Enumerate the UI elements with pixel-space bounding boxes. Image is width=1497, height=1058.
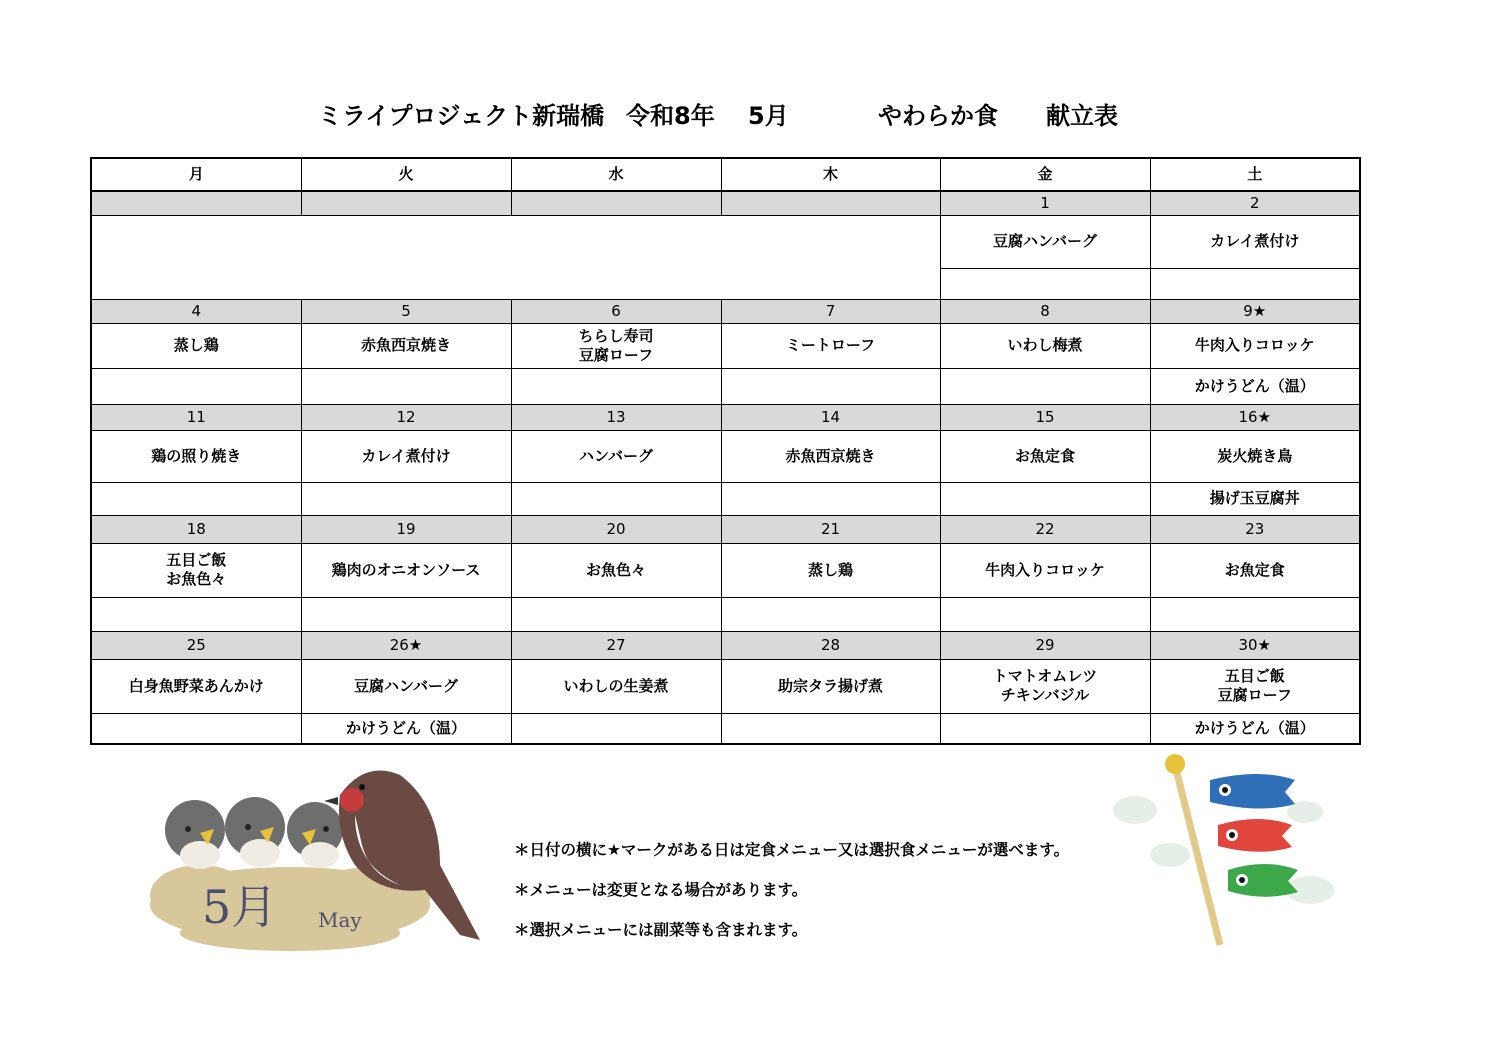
extra-dish xyxy=(940,713,1150,744)
chick-icon xyxy=(287,802,343,868)
month-label: 5月 xyxy=(202,880,278,934)
menu-calendar xyxy=(90,157,1361,745)
main-dish: 五目ご飯 お魚色々 xyxy=(91,543,301,597)
date-cell: 27 xyxy=(511,631,721,659)
weekday-thu: 木 xyxy=(721,158,940,191)
extra-dish xyxy=(721,713,940,744)
date-cell: 26★ xyxy=(301,631,511,659)
extra-dish: かけうどん（温） xyxy=(301,713,511,744)
chick-icon xyxy=(225,797,285,867)
main-dish: お魚定食 xyxy=(1150,543,1360,597)
extra-dish-row xyxy=(91,482,1360,515)
main-dish: 蒸し鶏 xyxy=(721,543,940,597)
document-kind: 献立表 xyxy=(1046,102,1118,130)
extra-dish xyxy=(511,713,721,744)
date-cell: 18 xyxy=(91,515,301,543)
extra-dish xyxy=(301,597,511,631)
blue-carp-icon xyxy=(1210,774,1295,809)
date-cell: 7 xyxy=(721,299,940,323)
era-year: 令和8年 xyxy=(626,102,715,130)
date-cell: 29 xyxy=(940,631,1150,659)
main-dish: 赤魚西京焼き xyxy=(721,430,940,482)
extra-dish xyxy=(301,482,511,515)
weekday-wed: 水 xyxy=(511,158,721,191)
main-dish: 鶏の照り焼き xyxy=(91,430,301,482)
extra-dish xyxy=(940,368,1150,404)
date-cell: 16★ xyxy=(1150,404,1360,430)
date-cell: 19 xyxy=(301,515,511,543)
extra-dish-row xyxy=(91,368,1360,404)
date-cell: 30★ xyxy=(1150,631,1360,659)
extra-dish-row xyxy=(91,713,1360,744)
date-row xyxy=(91,299,1360,323)
main-dish: お魚定食 xyxy=(940,430,1150,482)
extra-dish xyxy=(940,268,1150,299)
weekday-header-row xyxy=(91,158,1360,191)
main-dish: 助宗タラ揚げ煮 xyxy=(721,659,940,713)
meal-type: やわらか食 xyxy=(878,102,998,130)
main-dish: カレイ煮付け xyxy=(1150,215,1360,268)
main-dish: 五目ご飯 豆腐ローフ xyxy=(1150,659,1360,713)
date-row xyxy=(91,191,1360,215)
extra-dish xyxy=(940,482,1150,515)
main-dish: いわし梅煮 xyxy=(940,323,1150,368)
main-dish: いわしの生姜煮 xyxy=(511,659,721,713)
extra-dish xyxy=(511,482,721,515)
cloud-icon xyxy=(1113,796,1334,904)
note-item: ＊日付の横に★マークがある日は定食メニュー又は選択食メニューが選べます。 xyxy=(514,841,1070,859)
date-cell: 6 xyxy=(511,299,721,323)
green-carp-icon xyxy=(1228,864,1298,897)
date-cell: 11 xyxy=(91,404,301,430)
main-dish: 豆腐ハンバーグ xyxy=(940,215,1150,268)
swallow-nest-illustration xyxy=(140,755,490,955)
extra-dish-row xyxy=(91,597,1360,631)
date-cell xyxy=(721,191,940,215)
extra-dish xyxy=(91,597,301,631)
date-cell: 5 xyxy=(301,299,511,323)
extra-dish xyxy=(511,597,721,631)
weekday-mon: 月 xyxy=(91,158,301,191)
main-dish-row xyxy=(91,323,1360,368)
extra-dish xyxy=(301,368,511,404)
extra-dish: かけうどん（温） xyxy=(1150,713,1360,744)
date-cell: 1 xyxy=(940,191,1150,215)
date-cell: 4 xyxy=(91,299,301,323)
notes xyxy=(514,838,1069,958)
main-dish: 蒸し鶏 xyxy=(91,323,301,368)
empty-block xyxy=(91,215,940,299)
chick-icon xyxy=(165,800,225,869)
date-cell: 23 xyxy=(1150,515,1360,543)
extra-dish xyxy=(91,368,301,404)
main-dish: 豆腐ハンバーグ xyxy=(301,659,511,713)
date-cell: 25 xyxy=(91,631,301,659)
extra-dish: かけうどん（温） xyxy=(1150,368,1360,404)
main-dish: 炭火焼き鳥 xyxy=(1150,430,1360,482)
extra-dish xyxy=(721,368,940,404)
facility-name: ミライプロジェクト新瑞橋 xyxy=(318,102,605,130)
date-cell: 2 xyxy=(1150,191,1360,215)
date-cell xyxy=(91,191,301,215)
date-cell: 12 xyxy=(301,404,511,430)
main-dish-row xyxy=(91,659,1360,713)
weekday-fri: 金 xyxy=(940,158,1150,191)
main-dish-row xyxy=(91,430,1360,482)
note-item: ＊メニューは変更となる場合があります。 xyxy=(514,881,808,899)
date-cell: 20 xyxy=(511,515,721,543)
date-cell: 9★ xyxy=(1150,299,1360,323)
main-dish: 白身魚野菜あんかけ xyxy=(91,659,301,713)
extra-dish xyxy=(91,713,301,744)
extra-dish xyxy=(940,597,1150,631)
main-dish: 牛肉入りコロッケ xyxy=(940,543,1150,597)
date-cell: 8 xyxy=(940,299,1150,323)
main-dish: 鶏肉のオニオンソース xyxy=(301,543,511,597)
date-cell: 22 xyxy=(940,515,1150,543)
main-dish: 赤魚西京焼き xyxy=(301,323,511,368)
main-dish: トマトオムレツ チキンバジル xyxy=(940,659,1150,713)
main-dish-row xyxy=(91,215,1360,268)
date-cell: 13 xyxy=(511,404,721,430)
extra-dish xyxy=(721,482,940,515)
extra-dish: 揚げ玉豆腐丼 xyxy=(1150,482,1360,515)
month: 5月 xyxy=(748,102,789,130)
main-dish: ミートローフ xyxy=(721,323,940,368)
date-cell xyxy=(511,191,721,215)
weekday-sat: 土 xyxy=(1150,158,1360,191)
main-dish: 牛肉入りコロッケ xyxy=(1150,323,1360,368)
extra-dish xyxy=(1150,597,1360,631)
weekday-tue: 火 xyxy=(301,158,511,191)
main-dish: カレイ煮付け xyxy=(301,430,511,482)
month-english: May xyxy=(318,908,362,932)
date-row xyxy=(91,404,1360,430)
red-carp-icon xyxy=(1218,819,1292,852)
extra-dish xyxy=(721,597,940,631)
page-title xyxy=(0,96,1497,136)
main-dish: ハンバーグ xyxy=(511,430,721,482)
date-cell: 14 xyxy=(721,404,940,430)
main-dish: お魚色々 xyxy=(511,543,721,597)
date-cell xyxy=(301,191,511,215)
koinobori-illustration xyxy=(1110,750,1340,950)
note-item: ＊選択メニューには副菜等も含まれます。 xyxy=(514,921,808,939)
date-row xyxy=(91,631,1360,659)
date-cell: 15 xyxy=(940,404,1150,430)
main-dish: ちらし寿司 豆腐ローフ xyxy=(511,323,721,368)
date-cell: 21 xyxy=(721,515,940,543)
date-cell: 28 xyxy=(721,631,940,659)
extra-dish xyxy=(1150,268,1360,299)
date-row xyxy=(91,515,1360,543)
extra-dish xyxy=(511,368,721,404)
extra-dish xyxy=(91,482,301,515)
main-dish-row xyxy=(91,543,1360,597)
